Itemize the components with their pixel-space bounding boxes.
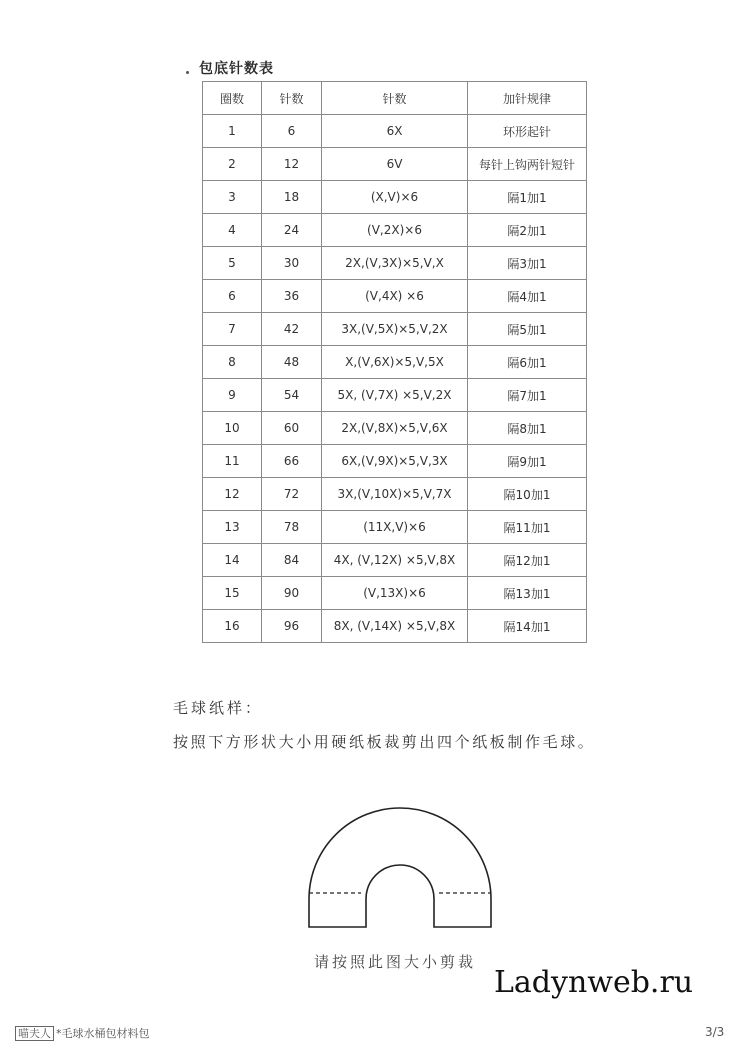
- table-row: [203, 181, 587, 214]
- table-row: [203, 313, 587, 346]
- cell-round: 5: [203, 247, 262, 280]
- cell-increase-rule: 隔11加1: [468, 511, 587, 544]
- cell-round: 1: [203, 115, 262, 148]
- cell-increase-rule: 隔1加1: [468, 181, 587, 214]
- table-row: [203, 379, 587, 412]
- cell-stitch-count: 24: [262, 214, 322, 247]
- cell-stitch-pattern: (V,2X)×6: [322, 214, 468, 247]
- cell-stitch-pattern: 3X,(V,5X)×5,V,2X: [322, 313, 468, 346]
- cell-stitch-count: 78: [262, 511, 322, 544]
- cell-stitch-count: 18: [262, 181, 322, 214]
- cell-stitch-pattern: (V,4X) ×6: [322, 280, 468, 313]
- header-stitch-pattern: 针数: [322, 82, 468, 115]
- table-row: [203, 247, 587, 280]
- cell-stitch-pattern: 6X: [322, 115, 468, 148]
- cell-increase-rule: 隔3加1: [468, 247, 587, 280]
- page-number: 3/3: [705, 1025, 725, 1039]
- cell-stitch-pattern: 5X, (V,7X) ×5,V,2X: [322, 379, 468, 412]
- table-row: [203, 577, 587, 610]
- cell-stitch-count: 84: [262, 544, 322, 577]
- table-row: [203, 445, 587, 478]
- cell-round: 15: [203, 577, 262, 610]
- table-header-row: [203, 82, 587, 115]
- cell-increase-rule: 隔9加1: [468, 445, 587, 478]
- table-row: [203, 511, 587, 544]
- bullet-dot: [186, 71, 189, 74]
- footer-title: *毛球水桶包材料包: [56, 1027, 150, 1040]
- header-round: 圈数: [203, 82, 262, 115]
- table-row: [203, 544, 587, 577]
- cell-increase-rule: 隔12加1: [468, 544, 587, 577]
- pompom-heading: 毛球纸样：: [173, 699, 264, 717]
- table-row: [203, 478, 587, 511]
- cell-stitch-pattern: 3X,(V,10X)×5,V,7X: [322, 478, 468, 511]
- cell-stitch-count: 6: [262, 115, 322, 148]
- cell-increase-rule: 隔5加1: [468, 313, 587, 346]
- cell-increase-rule: 隔14加1: [468, 610, 587, 643]
- table-row: [203, 346, 587, 379]
- cell-stitch-count: 30: [262, 247, 322, 280]
- table-row: [203, 610, 587, 643]
- pompom-instruction: 按照下方形状大小用硬纸板裁剪出四个纸板制作毛球。: [173, 733, 596, 751]
- brand-label: 喵夫人: [15, 1026, 54, 1041]
- watermark: Ladynweb.ru: [494, 965, 694, 1000]
- cell-round: 6: [203, 280, 262, 313]
- cell-stitch-pattern: 2X,(V,3X)×5,V,X: [322, 247, 468, 280]
- cell-stitch-count: 60: [262, 412, 322, 445]
- cell-stitch-count: 54: [262, 379, 322, 412]
- cell-stitch-pattern: 4X, (V,12X) ×5,V,8X: [322, 544, 468, 577]
- cell-round: 4: [203, 214, 262, 247]
- diagram-caption: 请按照此图大小剪裁: [314, 953, 477, 971]
- cell-stitch-count: 36: [262, 280, 322, 313]
- cell-increase-rule: 隔10加1: [468, 478, 587, 511]
- table-row: [203, 115, 587, 148]
- header-increase-rule: 加针规律: [468, 82, 587, 115]
- cell-stitch-count: 12: [262, 148, 322, 181]
- table-title: 包底针数表: [199, 61, 274, 77]
- cell-round: 7: [203, 313, 262, 346]
- cell-round: 8: [203, 346, 262, 379]
- cell-round: 14: [203, 544, 262, 577]
- cell-stitch-pattern: (X,V)×6: [322, 181, 468, 214]
- cell-round: 9: [203, 379, 262, 412]
- header-stitch-count: 针数: [262, 82, 322, 115]
- cell-stitch-pattern: 6V: [322, 148, 468, 181]
- cell-increase-rule: 隔2加1: [468, 214, 587, 247]
- cell-increase-rule: 隔13加1: [468, 577, 587, 610]
- table-row: [203, 214, 587, 247]
- cell-increase-rule: 隔6加1: [468, 346, 587, 379]
- table-row: [203, 412, 587, 445]
- cell-stitch-count: 96: [262, 610, 322, 643]
- cell-stitch-count: 90: [262, 577, 322, 610]
- cell-stitch-pattern: (11X,V)×6: [322, 511, 468, 544]
- cell-stitch-pattern: 6X,(V,9X)×5,V,3X: [322, 445, 468, 478]
- cell-round: 11: [203, 445, 262, 478]
- cell-increase-rule: 隔4加1: [468, 280, 587, 313]
- cell-round: 12: [203, 478, 262, 511]
- cell-stitch-count: 66: [262, 445, 322, 478]
- cell-increase-rule: 隔7加1: [468, 379, 587, 412]
- table-row: [203, 280, 587, 313]
- table-row: [203, 148, 587, 181]
- cell-round: 3: [203, 181, 262, 214]
- template-outline: [309, 808, 491, 927]
- cell-round: 10: [203, 412, 262, 445]
- cell-stitch-count: 72: [262, 478, 322, 511]
- cell-stitch-count: 48: [262, 346, 322, 379]
- cell-round: 16: [203, 610, 262, 643]
- cell-stitch-pattern: (V,13X)×6: [322, 577, 468, 610]
- cell-increase-rule: 环形起针: [468, 115, 587, 148]
- stitch-count-table: [202, 81, 587, 643]
- cell-stitch-pattern: X,(V,6X)×5,V,5X: [322, 346, 468, 379]
- cell-round: 2: [203, 148, 262, 181]
- cell-stitch-pattern: 8X, (V,14X) ×5,V,8X: [322, 610, 468, 643]
- cell-increase-rule: 隔8加1: [468, 412, 587, 445]
- cell-stitch-count: 42: [262, 313, 322, 346]
- cell-stitch-pattern: 2X,(V,8X)×5,V,6X: [322, 412, 468, 445]
- footer-brand: [15, 1025, 150, 1041]
- pompom-template-diagram: [303, 805, 497, 933]
- cell-round: 13: [203, 511, 262, 544]
- cell-increase-rule: 每针上钩两针短针: [468, 148, 587, 181]
